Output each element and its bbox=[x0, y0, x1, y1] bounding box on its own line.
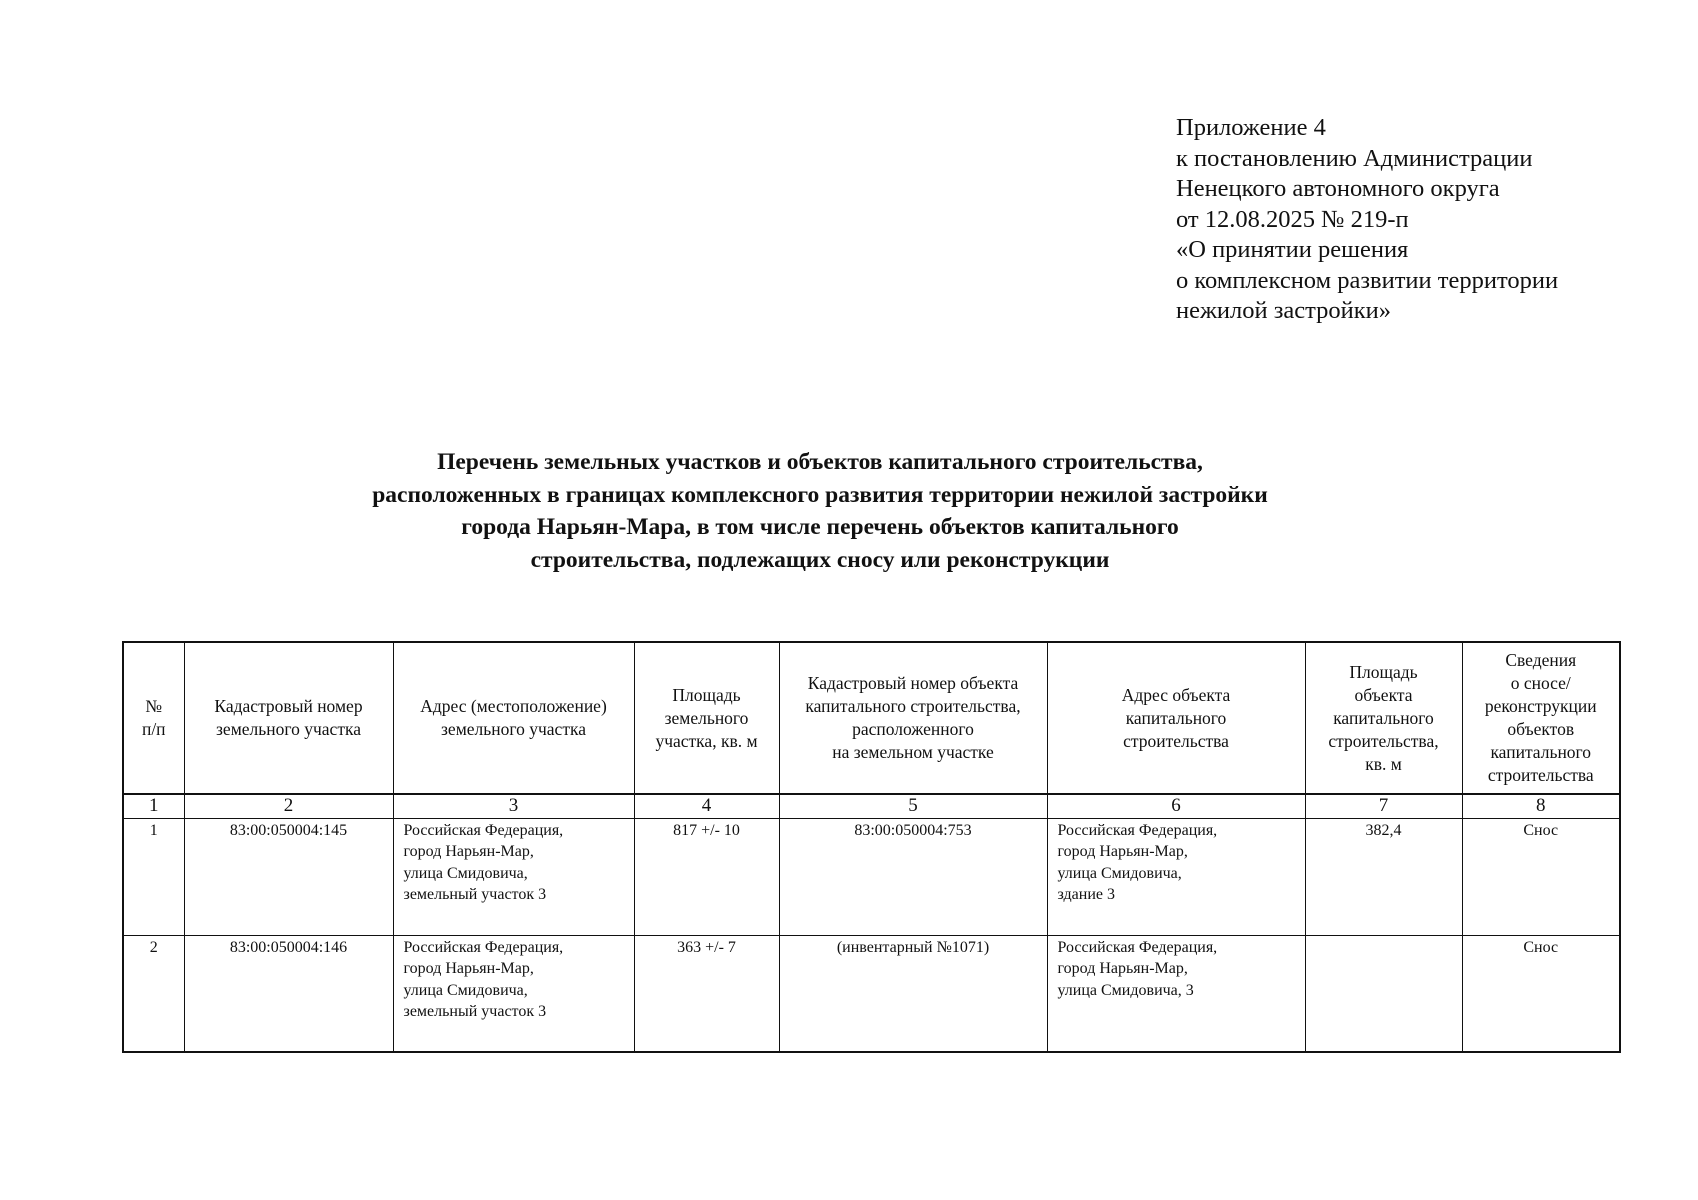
appendix-line: к постановлению Администрации bbox=[1176, 144, 1533, 172]
header-line: Кадастровый номер bbox=[214, 696, 363, 716]
header-cell-object-address bbox=[1047, 642, 1305, 794]
appendix-line: «О принятии решения bbox=[1176, 236, 1409, 263]
object-cadastral-number: 83:00:050004:753 bbox=[779, 818, 1047, 935]
header-line: земельного участка bbox=[441, 719, 586, 739]
address-line: город Нарьян-Мар, bbox=[1057, 960, 1188, 977]
address-line: Российская Федерация, bbox=[403, 938, 564, 956]
header-line: капитального bbox=[1333, 707, 1434, 728]
address-line: город Нарьян-Мар, bbox=[1057, 843, 1188, 860]
column-number: 3 bbox=[393, 794, 634, 818]
address-line: город Нарьян-Мар, bbox=[403, 960, 534, 977]
header-line: капитального bbox=[1490, 742, 1592, 762]
header-cell-number bbox=[123, 642, 184, 794]
table-row bbox=[123, 818, 1620, 935]
address-line: земельный участок 3 bbox=[403, 886, 547, 903]
demolition-info: Снос bbox=[1462, 935, 1620, 1052]
appendix-line: Приложение 4 bbox=[1176, 114, 1326, 141]
title-line: расположенных в границах комплексного развития территории нежилой застройки bbox=[372, 481, 1268, 508]
header-cell-land-cadastral bbox=[184, 642, 393, 794]
column-number: 4 bbox=[634, 794, 779, 818]
column-number: 8 bbox=[1462, 794, 1620, 818]
table-header-row bbox=[123, 642, 1620, 794]
header-line: п/п bbox=[141, 719, 166, 739]
header-line: земельного bbox=[664, 707, 749, 728]
land-address bbox=[393, 818, 634, 935]
header-line: Площадь bbox=[672, 684, 741, 705]
appendix-line: нежилой застройки» bbox=[1176, 297, 1392, 324]
land-cadastral-number: 83:00:050004:146 bbox=[184, 935, 393, 1052]
header-line: объектов bbox=[1507, 719, 1575, 739]
land-objects-table bbox=[122, 641, 1621, 1053]
address-line: Российская Федерация, bbox=[1057, 938, 1218, 956]
address-line: улица Смидовича, bbox=[1057, 864, 1182, 882]
land-address bbox=[393, 935, 634, 1052]
header-line: строительства bbox=[1123, 730, 1229, 751]
title-line: строительства, подлежащих сносу или реконструкции bbox=[530, 546, 1110, 573]
header-line: расположенного bbox=[852, 719, 974, 739]
header-line: о сносе/ bbox=[1510, 673, 1571, 693]
address-line: улица Смидовича, bbox=[403, 864, 528, 882]
land-area: 363 +/- 7 bbox=[634, 935, 779, 1052]
column-number: 6 bbox=[1047, 794, 1305, 818]
header-line: участка, кв. м bbox=[655, 730, 758, 751]
header-line: кв. м bbox=[1365, 753, 1402, 774]
document-title bbox=[180, 446, 1460, 576]
column-number: 1 bbox=[123, 794, 184, 818]
appendix-line: от 12.08.2025 № 219-п bbox=[1176, 205, 1409, 233]
header-line: земельного участка bbox=[216, 719, 361, 739]
row-number: 2 bbox=[123, 935, 184, 1052]
header-cell-land-area bbox=[634, 642, 779, 794]
header-line: № bbox=[145, 696, 163, 716]
appendix-line: Ненецкого автономного округа bbox=[1176, 175, 1500, 202]
header-line: строительства, bbox=[1328, 730, 1439, 751]
address-line: улица Смидовича, 3 bbox=[1057, 981, 1194, 999]
header-line: Адрес (местоположение) bbox=[420, 696, 607, 716]
header-line: Площадь bbox=[1349, 661, 1418, 682]
address-line: Российская Федерация, bbox=[1057, 821, 1218, 839]
address-line: земельный участок 3 bbox=[403, 1003, 547, 1020]
header-line: капитального строительства, bbox=[805, 696, 1021, 716]
header-cell-object-cadastral bbox=[779, 642, 1047, 794]
header-line: строительства bbox=[1487, 765, 1594, 785]
header-line: капитального bbox=[1125, 707, 1227, 728]
header-line: реконструкции bbox=[1484, 696, 1597, 716]
header-cell-object-area bbox=[1305, 642, 1462, 794]
object-area: 382,4 bbox=[1305, 818, 1462, 935]
table-row bbox=[123, 935, 1620, 1052]
header-line: объекта bbox=[1354, 684, 1413, 705]
address-line: здание 3 bbox=[1057, 886, 1115, 903]
column-number-row bbox=[123, 794, 1620, 818]
address-line: улица Смидовича, bbox=[403, 981, 528, 999]
object-address bbox=[1047, 935, 1305, 1052]
address-line: Российская Федерация, bbox=[403, 821, 564, 839]
header-line: Адрес объекта bbox=[1121, 684, 1231, 705]
appendix-block bbox=[1176, 113, 1656, 327]
row-number: 1 bbox=[123, 818, 184, 935]
header-cell-land-address bbox=[393, 642, 634, 794]
header-line: на земельном участке bbox=[832, 742, 994, 762]
object-address bbox=[1047, 818, 1305, 935]
land-area: 817 +/- 10 bbox=[634, 818, 779, 935]
address-line: город Нарьян-Мар, bbox=[403, 843, 534, 860]
land-cadastral-number: 83:00:050004:145 bbox=[184, 818, 393, 935]
title-line: города Нарьян-Мара, в том числе перечень объектов капитального bbox=[461, 514, 1179, 540]
object-cadastral-number: (инвентарный №1071) bbox=[779, 935, 1047, 1052]
demolition-info: Снос bbox=[1462, 818, 1620, 935]
title-line: Перечень земельных участков и объектов капитального строительства, bbox=[437, 449, 1203, 475]
header-line: Сведения bbox=[1505, 650, 1577, 670]
column-number: 7 bbox=[1305, 794, 1462, 818]
object-area bbox=[1305, 935, 1462, 1052]
header-line: Кадастровый номер объекта bbox=[807, 673, 1019, 693]
header-cell-demolition-info bbox=[1462, 642, 1620, 794]
column-number: 5 bbox=[779, 794, 1047, 818]
column-number: 2 bbox=[184, 794, 393, 818]
appendix-line: о комплексном развитии территории bbox=[1176, 266, 1559, 294]
